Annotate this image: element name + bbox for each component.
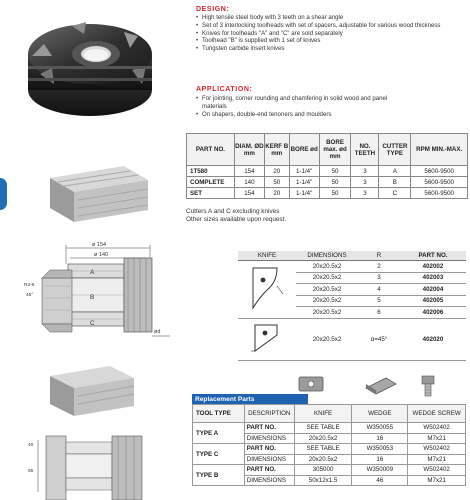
repl-cell: SEE TABLE [294, 423, 352, 434]
spec-cell: 20 [264, 166, 289, 177]
knife-header: PART NO. [400, 251, 466, 261]
knife-part-no: 402002 [400, 261, 466, 273]
spec-cell: 3 [351, 166, 379, 177]
dim-lower-65: 65 [28, 469, 34, 474]
knife-cell: 20x20.5x2 [296, 272, 358, 284]
wedge-image [362, 374, 402, 396]
knife-cell: 4 [358, 284, 400, 296]
spec-cell: 5600-9500 [411, 177, 468, 188]
repl-cell: 50x12x1.5 [294, 475, 352, 486]
knife-insert-image [296, 374, 328, 396]
spec-cell: 50 [319, 166, 351, 177]
spec-cell: 140 [234, 177, 264, 188]
knife-chamfer-icon [247, 321, 287, 355]
repl-cell: PART NO. [244, 423, 294, 434]
spec-cell: 154 [234, 188, 264, 199]
repl-cell: SEE TABLE [294, 444, 352, 455]
knife-cell: 20x20.5x2 [296, 295, 358, 307]
tool-section-drawing [26, 432, 156, 500]
knife-cell: 6 [358, 307, 400, 319]
spec-cell: 154 [234, 166, 264, 177]
repl-header: WEDGE SCREW [408, 405, 466, 423]
spec-header: NO. TEETH [351, 134, 379, 166]
repl-cell: 16 [352, 433, 408, 444]
knife-radius-image-cell [238, 261, 296, 319]
repl-cell: DIMENSIONS [244, 433, 294, 444]
repl-cell: 46 [352, 475, 408, 486]
repl-cell: DIMENSIONS [244, 475, 294, 486]
table-row [238, 318, 466, 360]
knife-table [238, 251, 466, 361]
spec-cell: C [379, 188, 411, 199]
repl-cell: M7x21 [408, 454, 466, 465]
replacement-parts-table [192, 404, 466, 486]
knife-part-no: 402005 [400, 295, 466, 307]
spec-cell: 5600-9500 [411, 166, 468, 177]
section-tab [0, 178, 7, 210]
spec-cell: B [379, 177, 411, 188]
knife-cell: 20x20.5x2 [296, 307, 358, 319]
spec-cell: COMPLETE [187, 177, 235, 188]
spec-table [186, 133, 468, 199]
repl-header: WEDGE [352, 405, 408, 423]
repl-cell: M7x21 [408, 433, 466, 444]
wedge-screw-image [416, 374, 446, 398]
spec-cell: 3 [351, 188, 379, 199]
spec-cell: 20 [264, 188, 289, 199]
knife-cell: 20x20.5x2 [296, 318, 358, 360]
knife-cell: α=45° [358, 318, 400, 360]
label-b: B [90, 294, 95, 301]
knife-header: KNIFE [238, 251, 296, 261]
spec-cell: 1T580 [187, 166, 235, 177]
spec-cell: SET [187, 188, 235, 199]
repl-cell: W502402 [408, 444, 466, 455]
tool-type: TYPE B [193, 465, 245, 486]
dim-outer-diameter: ø 154 [92, 242, 107, 248]
repl-header: KNIFE [294, 405, 352, 423]
table-row [187, 177, 468, 188]
repl-cell: 20x20.5x2 [294, 454, 352, 465]
spec-cell: 1-1/4" [289, 177, 319, 188]
table-row [193, 444, 466, 455]
repl-header: DESCRIPTION [244, 405, 294, 423]
repl-cell: PART NO. [244, 465, 294, 476]
repl-cell: W502402 [408, 465, 466, 476]
repl-cell: M7x21 [408, 475, 466, 486]
repl-header: TOOL TYPE [193, 405, 245, 423]
note-knives: Cutters A and C excluding knives [186, 208, 280, 215]
knife-cell: 5 [358, 295, 400, 307]
spec-cell: 50 [319, 177, 351, 188]
repl-cell: W502402 [408, 423, 466, 434]
wood-workpiece-image-2 [46, 364, 142, 420]
spec-cell: 1-1/4" [289, 166, 319, 177]
repl-cell: W350009 [352, 465, 408, 476]
knife-cell: 20x20.5x2 [296, 284, 358, 296]
design-bullet-list [196, 14, 464, 53]
knife-part-no: 402020 [400, 318, 466, 360]
spec-cell: 1-1/4" [289, 188, 319, 199]
spec-header: PART NO. [187, 134, 235, 166]
repl-cell: DIMENSIONS [244, 454, 294, 465]
design-bullet: • Tungsten carbide insert knives [196, 45, 464, 53]
spec-cell: 5600-9500 [411, 188, 468, 199]
bore-label: ød [154, 329, 161, 335]
table-row [238, 261, 466, 273]
spec-header: CUTTER TYPE [379, 134, 411, 166]
dim-lower-40: 40 [28, 443, 34, 448]
dim-radius: R2-6 [24, 283, 35, 288]
design-bullet: • Knives for toolheads "A" and "C" are sold separately [196, 30, 464, 38]
tool-type: TYPE A [193, 423, 245, 444]
knife-cell: 3 [358, 272, 400, 284]
repl-cell: 305000 [294, 465, 352, 476]
knife-cell: 20x20.5x2 [296, 261, 358, 273]
table-row [193, 423, 466, 434]
knife-cell: 2 [358, 261, 400, 273]
knife-part-no: 402003 [400, 272, 466, 284]
design-bullet: • Set of 3 interlocking toolheads with set of spacers, adjustable for various wood thickness [196, 22, 464, 30]
table-row [187, 188, 468, 199]
design-heading: DESIGN: [196, 6, 230, 13]
application-heading: APPLICATION: [196, 86, 253, 93]
table-row [193, 465, 466, 476]
knife-header: R [358, 251, 400, 261]
repl-cell: 20x20.5x2 [294, 433, 352, 444]
tool-assembly-drawing [20, 236, 188, 344]
application-bullet-list [196, 95, 396, 118]
dim-inner-diameter: ø 140 [94, 252, 109, 258]
label-c: C [90, 320, 95, 327]
spec-header: BORE max. ød mm [319, 134, 351, 166]
knife-part-no: 402006 [400, 307, 466, 319]
cutter-head-photo [12, 4, 162, 122]
table-row [187, 166, 468, 177]
design-bullet: • Toolhead "B" is supplied with 1 set of knives [196, 37, 464, 45]
dim-angle: 45° [26, 293, 34, 298]
spec-cell: 3 [351, 177, 379, 188]
label-a: A [90, 269, 95, 276]
spec-cell: 50 [319, 188, 351, 199]
spec-header: KERF B mm [264, 134, 289, 166]
knife-header: DIMENSIONS [296, 251, 358, 261]
application-bullet: • For jointing, corner rounding and chamfering in solid wood and panel materials [196, 95, 396, 111]
spec-cell: A [379, 166, 411, 177]
knife-part-no: 402004 [400, 284, 466, 296]
replacement-parts-title: Replacement Parts [192, 394, 308, 404]
spec-cell: 50 [264, 177, 289, 188]
spec-header: RPM MIN.-MAX. [411, 134, 468, 166]
note-sizes: Other sizes available upon request. [186, 216, 287, 223]
knife-radius-icon [247, 264, 287, 312]
application-bullet: • On shapers, double-end tenoners and moulders [196, 111, 396, 119]
repl-cell: PART NO. [244, 444, 294, 455]
knife-chamfer-image-cell [238, 318, 296, 360]
design-bullet: • High tensile steel body with 3 teeth on a shear angle [196, 14, 464, 22]
repl-cell: W350053 [352, 444, 408, 455]
wood-workpiece-image [44, 162, 156, 228]
tool-type: TYPE C [193, 444, 245, 465]
spec-header: BORE ød [289, 134, 319, 166]
repl-cell: 16 [352, 454, 408, 465]
spec-header: DIAM. ØD mm [234, 134, 264, 166]
repl-cell: W350055 [352, 423, 408, 434]
